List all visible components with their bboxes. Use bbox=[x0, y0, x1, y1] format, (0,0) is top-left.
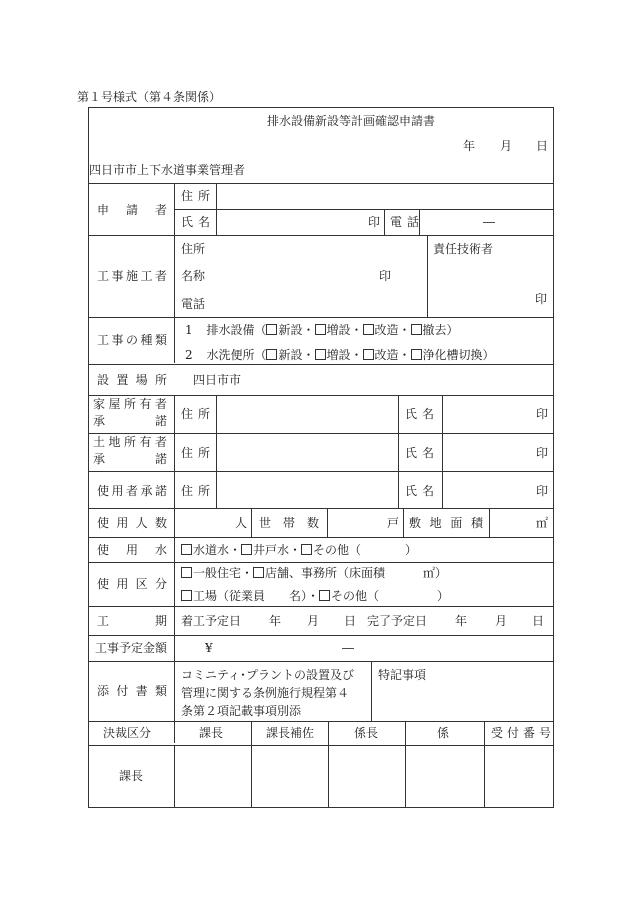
land-owner-char: 有 bbox=[139, 435, 152, 449]
category-char: 使 bbox=[97, 577, 110, 591]
attachments-label bbox=[97, 685, 167, 697]
contractor-address-label: 住所 bbox=[181, 242, 206, 256]
option-remove: 撤去） bbox=[422, 323, 459, 337]
households-char: 数 bbox=[306, 516, 319, 530]
land-owner-char: 土 bbox=[93, 435, 106, 449]
applicant-char: 者 bbox=[154, 203, 167, 217]
checkbox[interactable] bbox=[266, 349, 277, 360]
land-owner-char: 者 bbox=[154, 435, 167, 449]
contractor-name-label: 名称 bbox=[181, 269, 206, 283]
water-label bbox=[97, 544, 167, 556]
end-day: 日 bbox=[532, 614, 545, 628]
approval-category-header: 決裁区分 bbox=[103, 726, 152, 740]
people-unit: 人 bbox=[235, 516, 248, 530]
checkbox[interactable] bbox=[363, 349, 374, 360]
applicant-char: 申 bbox=[97, 203, 110, 217]
location-char: 置 bbox=[116, 373, 129, 387]
consent-char: 承 bbox=[93, 452, 106, 466]
land-owner-address-label: 住所 bbox=[181, 446, 216, 460]
contractor-label bbox=[97, 270, 167, 282]
people-char: 用 bbox=[116, 516, 129, 530]
land-owner-seal: 印 bbox=[536, 446, 549, 460]
checkbox[interactable] bbox=[315, 349, 326, 360]
option-new: 新設・ bbox=[278, 348, 315, 362]
cost-label: 工事予定金額 bbox=[95, 641, 168, 655]
option-well-water: 井戸水・ bbox=[253, 543, 302, 557]
end-year: 年 bbox=[455, 614, 468, 628]
option-tank-switch: 浄化槽切換） bbox=[422, 348, 495, 362]
location-char: 所 bbox=[154, 373, 167, 387]
people-char: 使 bbox=[97, 516, 110, 530]
cost-dash: ― bbox=[342, 641, 354, 655]
paren-close: ） bbox=[437, 589, 450, 603]
engineer-seal: 印 bbox=[535, 292, 548, 306]
approval-staff-header: 係 bbox=[437, 726, 450, 740]
approval-row-label: 課長 bbox=[119, 769, 144, 783]
user-seal: 印 bbox=[536, 484, 549, 498]
land-owner-name-label: 氏名 bbox=[405, 446, 440, 460]
option-remodel: 改造・ bbox=[374, 323, 411, 337]
contractor-char: 施 bbox=[125, 269, 138, 283]
date-month-label: 月 bbox=[500, 139, 513, 153]
user-char: 使 bbox=[97, 484, 110, 498]
start-year: 年 bbox=[269, 614, 282, 628]
people-char: 人 bbox=[135, 516, 148, 530]
house-owner-name-label: 氏名 bbox=[405, 407, 440, 421]
form-title: 排水設備新設等計画確認申請書 bbox=[267, 114, 436, 128]
option-other: その他（ bbox=[331, 589, 380, 603]
option-house: 一般住宅・ bbox=[193, 566, 254, 580]
start-day: 日 bbox=[344, 614, 357, 628]
option-factory: 工場（従業員 bbox=[193, 589, 266, 603]
date-day-label: 日 bbox=[536, 139, 549, 153]
checkbox[interactable] bbox=[301, 544, 312, 555]
work-type-label bbox=[97, 334, 167, 346]
work-type-char: 工 bbox=[97, 333, 110, 347]
applicant-phone-label: 電話 bbox=[390, 215, 425, 229]
approval-deputy-header: 課長補佐 bbox=[266, 726, 315, 740]
user-char: 諾 bbox=[154, 484, 167, 498]
contractor-seal: 印 bbox=[379, 269, 392, 283]
location-char: 場 bbox=[135, 373, 148, 387]
location-value: 四日市市 bbox=[193, 373, 242, 387]
applicant-phone-dash: ― bbox=[483, 215, 495, 229]
area-char: 敷 bbox=[409, 516, 422, 530]
end-month: 月 bbox=[495, 614, 508, 628]
option-tap-water: 水道水・ bbox=[193, 543, 242, 557]
water-options bbox=[181, 544, 417, 556]
date-year-label: 年 bbox=[463, 139, 476, 153]
attachment-line-3: 条第２項記載事項別添 bbox=[181, 704, 302, 718]
item-number: 1 bbox=[185, 323, 193, 337]
attachments-char: 添 bbox=[97, 684, 110, 698]
area-label bbox=[409, 517, 483, 529]
option-other: その他（ bbox=[313, 543, 362, 557]
work-type-char: 類 bbox=[154, 333, 167, 347]
work-type-drainage bbox=[185, 324, 459, 336]
checkbox[interactable] bbox=[319, 590, 330, 601]
category-label bbox=[97, 578, 167, 590]
employee-unit: 名）・ bbox=[289, 589, 320, 603]
user-char: 者 bbox=[125, 484, 138, 498]
form-number: 第１号様式（第４条関係） bbox=[77, 90, 222, 104]
period-char: 工 bbox=[97, 614, 110, 628]
user-consent-label bbox=[97, 485, 167, 497]
period-label bbox=[97, 615, 167, 627]
contractor-char: 工 bbox=[97, 269, 110, 283]
land-owner-char: 地 bbox=[108, 435, 121, 449]
house-owner-seal: 印 bbox=[536, 407, 549, 421]
start-month: 月 bbox=[307, 614, 320, 628]
attachments-char: 書 bbox=[135, 684, 148, 698]
paren-close: ） bbox=[405, 543, 418, 557]
option-new: 新設・ bbox=[278, 323, 315, 337]
applicant-char: 請 bbox=[125, 203, 138, 217]
user-char: 承 bbox=[140, 484, 153, 498]
reception-number-header: 受付番号 bbox=[491, 726, 556, 740]
floor-area-unit: ㎡） bbox=[423, 566, 448, 580]
checkbox[interactable] bbox=[181, 567, 192, 578]
work-type-char: 事 bbox=[111, 333, 124, 347]
checkbox[interactable] bbox=[411, 324, 422, 335]
start-label: 着工予定日 bbox=[181, 614, 242, 628]
checkbox[interactable] bbox=[411, 349, 422, 360]
user-char: 用 bbox=[111, 484, 124, 498]
area-unit: ㎡ bbox=[536, 516, 549, 530]
households-label bbox=[259, 517, 319, 529]
category-line2 bbox=[181, 590, 449, 602]
house-owner-char: 有 bbox=[139, 397, 152, 411]
land-owner-char: 所 bbox=[123, 435, 136, 449]
area-char: 地 bbox=[429, 516, 442, 530]
location-char: 設 bbox=[97, 373, 110, 387]
house-owner-char: 者 bbox=[154, 397, 167, 411]
user-name-label: 氏名 bbox=[405, 484, 440, 498]
yen-sign: ¥ bbox=[205, 641, 213, 655]
location-label bbox=[97, 374, 167, 386]
households-unit: 戸 bbox=[387, 516, 400, 530]
contractor-char: 者 bbox=[154, 269, 167, 283]
user-address-label: 住所 bbox=[181, 484, 216, 498]
house-owner-address-label: 住所 bbox=[181, 407, 216, 421]
attachments-char: 類 bbox=[154, 684, 167, 698]
option-remodel: 改造・ bbox=[374, 348, 411, 362]
work-type-char: 種 bbox=[140, 333, 153, 347]
item-name: 水洗便所（ bbox=[206, 348, 267, 362]
applicant-label bbox=[97, 204, 167, 216]
contractor-char: 事 bbox=[111, 269, 124, 283]
option-shop-office: 店舗、事務所（床面積 bbox=[265, 566, 386, 580]
period-char: 期 bbox=[154, 614, 167, 628]
checkbox[interactable] bbox=[266, 324, 277, 335]
applicant-seal: 印 bbox=[368, 215, 381, 229]
work-type-char: の bbox=[125, 333, 138, 347]
attachments-char: 付 bbox=[116, 684, 129, 698]
checkbox[interactable] bbox=[181, 544, 192, 555]
addressee: 四日市市上下水道事業管理者 bbox=[89, 163, 246, 177]
households-char: 世 bbox=[259, 516, 272, 530]
application-form bbox=[88, 107, 554, 808]
engineer-label: 責任技術者 bbox=[433, 242, 494, 256]
category-char: 分 bbox=[154, 577, 167, 591]
water-char: 使 bbox=[97, 543, 110, 557]
category-char: 区 bbox=[135, 577, 148, 591]
house-owner-label bbox=[93, 398, 167, 410]
land-owner-consent bbox=[93, 453, 167, 465]
checkbox[interactable] bbox=[241, 544, 252, 555]
special-notes-label: 特記事項 bbox=[378, 668, 427, 682]
people-char: 数 bbox=[154, 516, 167, 530]
category-line1 bbox=[181, 567, 447, 579]
checkbox[interactable] bbox=[253, 567, 264, 578]
house-owner-char: 所 bbox=[123, 397, 136, 411]
consent-char: 諾 bbox=[154, 414, 167, 428]
category-char: 用 bbox=[116, 577, 129, 591]
approval-section-chief-header: 課長 bbox=[199, 726, 224, 740]
checkbox[interactable] bbox=[363, 324, 374, 335]
attachment-line-2: 管理に関する条例施行規程第４ bbox=[181, 686, 350, 700]
land-owner-label bbox=[93, 436, 167, 448]
house-owner-char: 家 bbox=[93, 397, 106, 411]
area-char: 積 bbox=[470, 516, 483, 530]
house-owner-char: 屋 bbox=[108, 397, 121, 411]
option-expand: 増設・ bbox=[326, 323, 363, 337]
consent-char: 承 bbox=[93, 414, 106, 428]
consent-char: 諾 bbox=[154, 452, 167, 466]
area-char: 面 bbox=[450, 516, 463, 530]
approval-subsection-chief-header: 係長 bbox=[354, 726, 379, 740]
contractor-char: 工 bbox=[140, 269, 153, 283]
water-char: 水 bbox=[154, 543, 167, 557]
applicant-address-label: 住所 bbox=[181, 189, 216, 203]
checkbox[interactable] bbox=[181, 590, 192, 601]
water-char: 用 bbox=[125, 543, 138, 557]
applicant-name-label: 氏名 bbox=[181, 215, 216, 229]
option-expand: 増設・ bbox=[326, 348, 363, 362]
checkbox[interactable] bbox=[315, 324, 326, 335]
end-label: 完了予定日 bbox=[367, 614, 428, 628]
contractor-phone-label: 電話 bbox=[181, 297, 206, 311]
people-label bbox=[97, 517, 167, 529]
item-number: 2 bbox=[185, 348, 193, 362]
house-owner-consent bbox=[93, 415, 167, 427]
households-char: 帯 bbox=[282, 516, 295, 530]
attachment-line-1: コミニティ･プラントの設置及び bbox=[181, 668, 355, 682]
item-name: 排水設備（ bbox=[206, 323, 267, 337]
work-type-toilet bbox=[185, 349, 495, 361]
